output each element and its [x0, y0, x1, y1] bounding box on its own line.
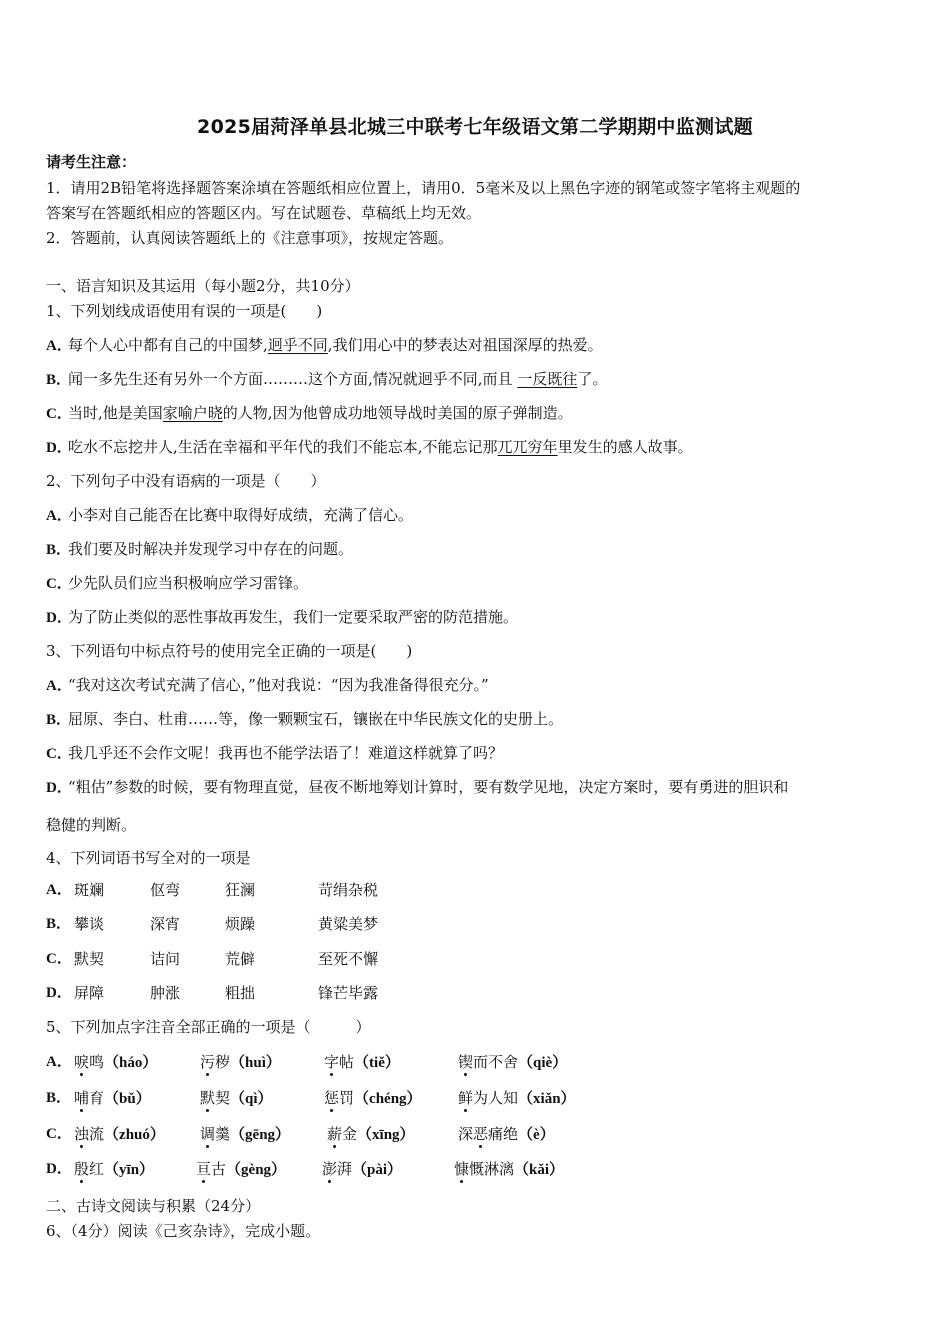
word-cell: 苛绢杂税 — [318, 881, 379, 899]
word-cell: 攀谈 — [74, 915, 105, 933]
page-title: 2025届菏泽单县北城三中联考七年级语文第二学期期中监测试题 — [197, 116, 753, 138]
notice-line-2: 2．答题前，认真阅读答题纸上的《注意事项》，按规定答题。 — [46, 229, 454, 247]
option-letter: D． — [46, 985, 72, 1001]
option-letter: B． — [46, 1090, 72, 1106]
notice-line-1a: 1．请用2B铅笔将选择题答案涂填在答题纸相应位置上，请用0．5毫米及以上黑色字迹的钢笔或签字笔将主观题的 — [46, 179, 801, 197]
pinyin-word — [74, 1053, 157, 1072]
word-cell: 伛弯 — [150, 881, 181, 899]
question-2-option-b — [46, 540, 353, 559]
word-rest: 湃 — [337, 1160, 353, 1178]
word-cell: 粗拙 — [225, 984, 256, 1002]
pinyin: （háo） — [104, 1055, 158, 1071]
word-cell: 肿涨 — [150, 984, 181, 1002]
pinyin-word — [74, 1160, 154, 1179]
word-rest: 契 — [215, 1089, 231, 1107]
word-cell: 斑斓 — [74, 881, 105, 899]
section-heading-1: 一、语言知识及其运用（每小题2分，共10分） — [46, 277, 360, 295]
dotted-character: 调 — [200, 1125, 216, 1143]
question-3-option-d — [46, 778, 788, 797]
option-text: 我们要及时解决并发现学习中存在的问题。 — [68, 540, 354, 558]
word-cell: 深宵 — [150, 915, 181, 933]
question-2-stem: 2、下列句子中没有语病的一项是（ ） — [46, 472, 326, 490]
option-text: 的人物,因为他曾成功地领导战时美国的原子弹制造。 — [222, 404, 573, 422]
option-letter: A． — [46, 678, 72, 694]
notice-line-1b: 答案写在答题纸相应的答题区内。写在试题卷、草稿纸上均无效。 — [46, 204, 482, 222]
pinyin-word — [458, 1053, 567, 1072]
question-1-option-a — [46, 336, 603, 355]
pinyin: （chéng） — [354, 1091, 422, 1107]
dotted-character: 深恶痛 — [458, 1125, 504, 1143]
option-letter: A． — [46, 1054, 72, 1070]
pinyin: （gēng） — [230, 1127, 291, 1143]
option-letter: B． — [46, 712, 72, 728]
pinyin: （yīn） — [104, 1162, 155, 1178]
pinyin: （huì） — [230, 1055, 281, 1071]
word-rest: 流 — [89, 1125, 105, 1143]
word-rest: 秽 — [215, 1053, 231, 1071]
dotted-character: 字 — [324, 1053, 340, 1071]
pinyin-word — [327, 1125, 415, 1144]
word-rest: 罚 — [339, 1089, 355, 1107]
question-2-option-c — [46, 574, 308, 593]
pinyin-word — [74, 1089, 151, 1108]
question-3-option-d-cont: 稳健的判断。 — [46, 816, 137, 834]
pinyin: （gèng） — [226, 1162, 287, 1178]
pinyin: （xīng） — [357, 1127, 415, 1143]
option-letter: D． — [46, 1161, 72, 1177]
word-rest: 古 — [211, 1160, 227, 1178]
pinyin-word — [200, 1125, 290, 1144]
pinyin-word — [196, 1160, 286, 1179]
dotted-character: 浊 — [74, 1125, 90, 1143]
pinyin: （tiě） — [354, 1055, 400, 1071]
question-1-option-d — [46, 438, 693, 457]
pinyin: （zhuó） — [104, 1127, 165, 1143]
option-text: 我几乎还不会作文呢！我再也不能学法语了！难道这样就算了吗？ — [68, 744, 504, 762]
option-text: 少先队员们应当积极响应学习雷锋。 — [68, 574, 309, 592]
question-5-stem: 5、下列加点字注音全部正确的一项是（ ） — [46, 1018, 371, 1036]
option-letter: D． — [46, 440, 72, 456]
question-2-option-d — [46, 608, 518, 627]
option-text: “我对这次考试充满了信心，”他对我说：“因为我准备得很充分。” — [68, 676, 489, 694]
dotted-character: 唳 — [74, 1053, 90, 1071]
pinyin: （kǎi） — [514, 1162, 565, 1178]
word-rest: 金 — [342, 1125, 358, 1143]
option-text: 屈原、李白、杜甫……等，像一颗颗宝石，镶嵌在中华民族文化的史册上。 — [68, 710, 564, 728]
pinyin-word — [200, 1089, 273, 1108]
dotted-character: 亘 — [196, 1160, 212, 1178]
question-1-stem: 1、下列划线成语使用有误的一项是( ) — [46, 302, 323, 320]
word-rest: 育 — [89, 1089, 105, 1107]
option-text: 为了防止类似的恶性事故再发生，我们一定要采取严密的防范措施。 — [68, 608, 519, 626]
question-3-stem: 3、下列语句中标点符号的使用完全正确的一项是( ) — [46, 642, 413, 660]
pinyin-word — [458, 1125, 555, 1144]
word-rest: 帖 — [339, 1053, 355, 1071]
word-rest: 鸣 — [89, 1053, 105, 1071]
option-letter: C． — [46, 576, 72, 592]
dotted-character: 哺 — [74, 1089, 90, 1107]
word-cell: 默契 — [74, 950, 105, 968]
option-letter: C． — [46, 406, 72, 422]
pinyin-word — [74, 1125, 165, 1144]
question-2-option-a — [46, 506, 413, 525]
word-rest: 绝 — [503, 1125, 519, 1143]
dotted-character: 慷 — [454, 1160, 470, 1178]
option-letter: B． — [46, 542, 72, 558]
section-heading-2: 二、古诗文阅读与积累（24分） — [46, 1197, 261, 1215]
option-letter: A． — [46, 508, 72, 524]
pinyin-word — [322, 1160, 402, 1179]
underlined-idiom: 兀兀穷年 — [497, 438, 558, 456]
dotted-character: 锲 — [458, 1053, 474, 1071]
word-rest: 羹 — [215, 1125, 231, 1143]
pinyin-word — [454, 1160, 564, 1179]
pinyin-word — [324, 1053, 400, 1072]
pinyin-word — [324, 1089, 422, 1108]
dotted-character: 默 — [200, 1089, 216, 1107]
option-letter: C． — [46, 951, 72, 967]
word-rest: 为人知 — [473, 1089, 519, 1107]
option-letter: D． — [46, 780, 72, 796]
option-letter: C． — [46, 1126, 72, 1142]
question-3-option-a — [46, 676, 489, 695]
notice-heading: 请考生注意： — [46, 153, 137, 171]
question-1-option-b — [46, 370, 607, 389]
word-rest: 红 — [89, 1160, 105, 1178]
word-cell: 至死不懈 — [318, 950, 379, 968]
dotted-character: 惩 — [324, 1089, 340, 1107]
pinyin: （qì） — [230, 1091, 273, 1107]
option-letter: B． — [46, 372, 72, 388]
word-cell: 黄粱美梦 — [318, 915, 379, 933]
dotted-character: 薪 — [327, 1125, 343, 1143]
option-text: 里发生的感人故事。 — [557, 438, 693, 456]
pinyin-word — [458, 1089, 576, 1108]
dotted-character: 污 — [200, 1053, 216, 1071]
word-cell: 荒僻 — [225, 950, 256, 968]
underlined-idiom: 一反既往 — [517, 370, 578, 388]
pinyin: （è） — [518, 1127, 555, 1143]
question-6-stem: 6、（4分）阅读《己亥杂诗》，完成小题。 — [46, 1222, 321, 1240]
word-cell: 锋芒毕露 — [318, 984, 379, 1002]
option-text: 当时,他是美国 — [68, 404, 163, 422]
option-text: 每个人心中都有自己的中国梦, — [68, 336, 268, 354]
option-letter: A． — [46, 338, 72, 354]
option-letter: D． — [46, 610, 72, 626]
option-letter: A． — [46, 882, 72, 898]
option-letter: C． — [46, 746, 72, 762]
option-text: 闻一多先生还有另外一个方面………这个方面,情况就迥乎不同,而且 — [68, 370, 518, 388]
pinyin: （pài） — [352, 1162, 403, 1178]
option-text: ,我们用心中的梦表达对祖国深厚的热爱。 — [327, 336, 603, 354]
dotted-character: 殷 — [74, 1160, 90, 1178]
pinyin: （xiǎn） — [518, 1091, 576, 1107]
question-3-option-b — [46, 710, 563, 729]
question-1-option-c — [46, 404, 573, 423]
option-text: 小李对自己能否在比赛中取得好成绩，充满了信心。 — [68, 506, 414, 524]
question-3-option-c — [46, 744, 503, 763]
option-text: “粗估”参数的时候，要有物理直觉，昼夜不断地筹划计算时，要有数学见地，决定方案时，要有勇进的胆识和 — [68, 778, 789, 796]
word-cell: 诘问 — [150, 950, 181, 968]
question-4-stem: 4、下列词语书写全对的一项是 — [46, 849, 251, 867]
dotted-character: 澎 — [322, 1160, 338, 1178]
pinyin: （bǔ） — [104, 1091, 151, 1107]
option-text: 了。 — [577, 370, 608, 388]
underlined-idiom: 迥乎不同 — [267, 336, 328, 354]
word-cell: 烦躁 — [225, 915, 256, 933]
word-cell: 屏障 — [74, 984, 105, 1002]
word-cell: 狂澜 — [225, 881, 256, 899]
dotted-character: 鲜 — [458, 1089, 474, 1107]
pinyin-word — [200, 1053, 281, 1072]
underlined-idiom: 家喻户晓 — [162, 404, 223, 422]
word-rest: 慨淋漓 — [469, 1160, 515, 1178]
option-text: 吃水不忘挖井人,生活在幸福和平年代的我们不能忘本,不能忘记那 — [68, 438, 498, 456]
pinyin: （qiè） — [518, 1055, 568, 1071]
word-rest: 而不舍 — [473, 1053, 519, 1071]
option-letter: B． — [46, 916, 72, 932]
